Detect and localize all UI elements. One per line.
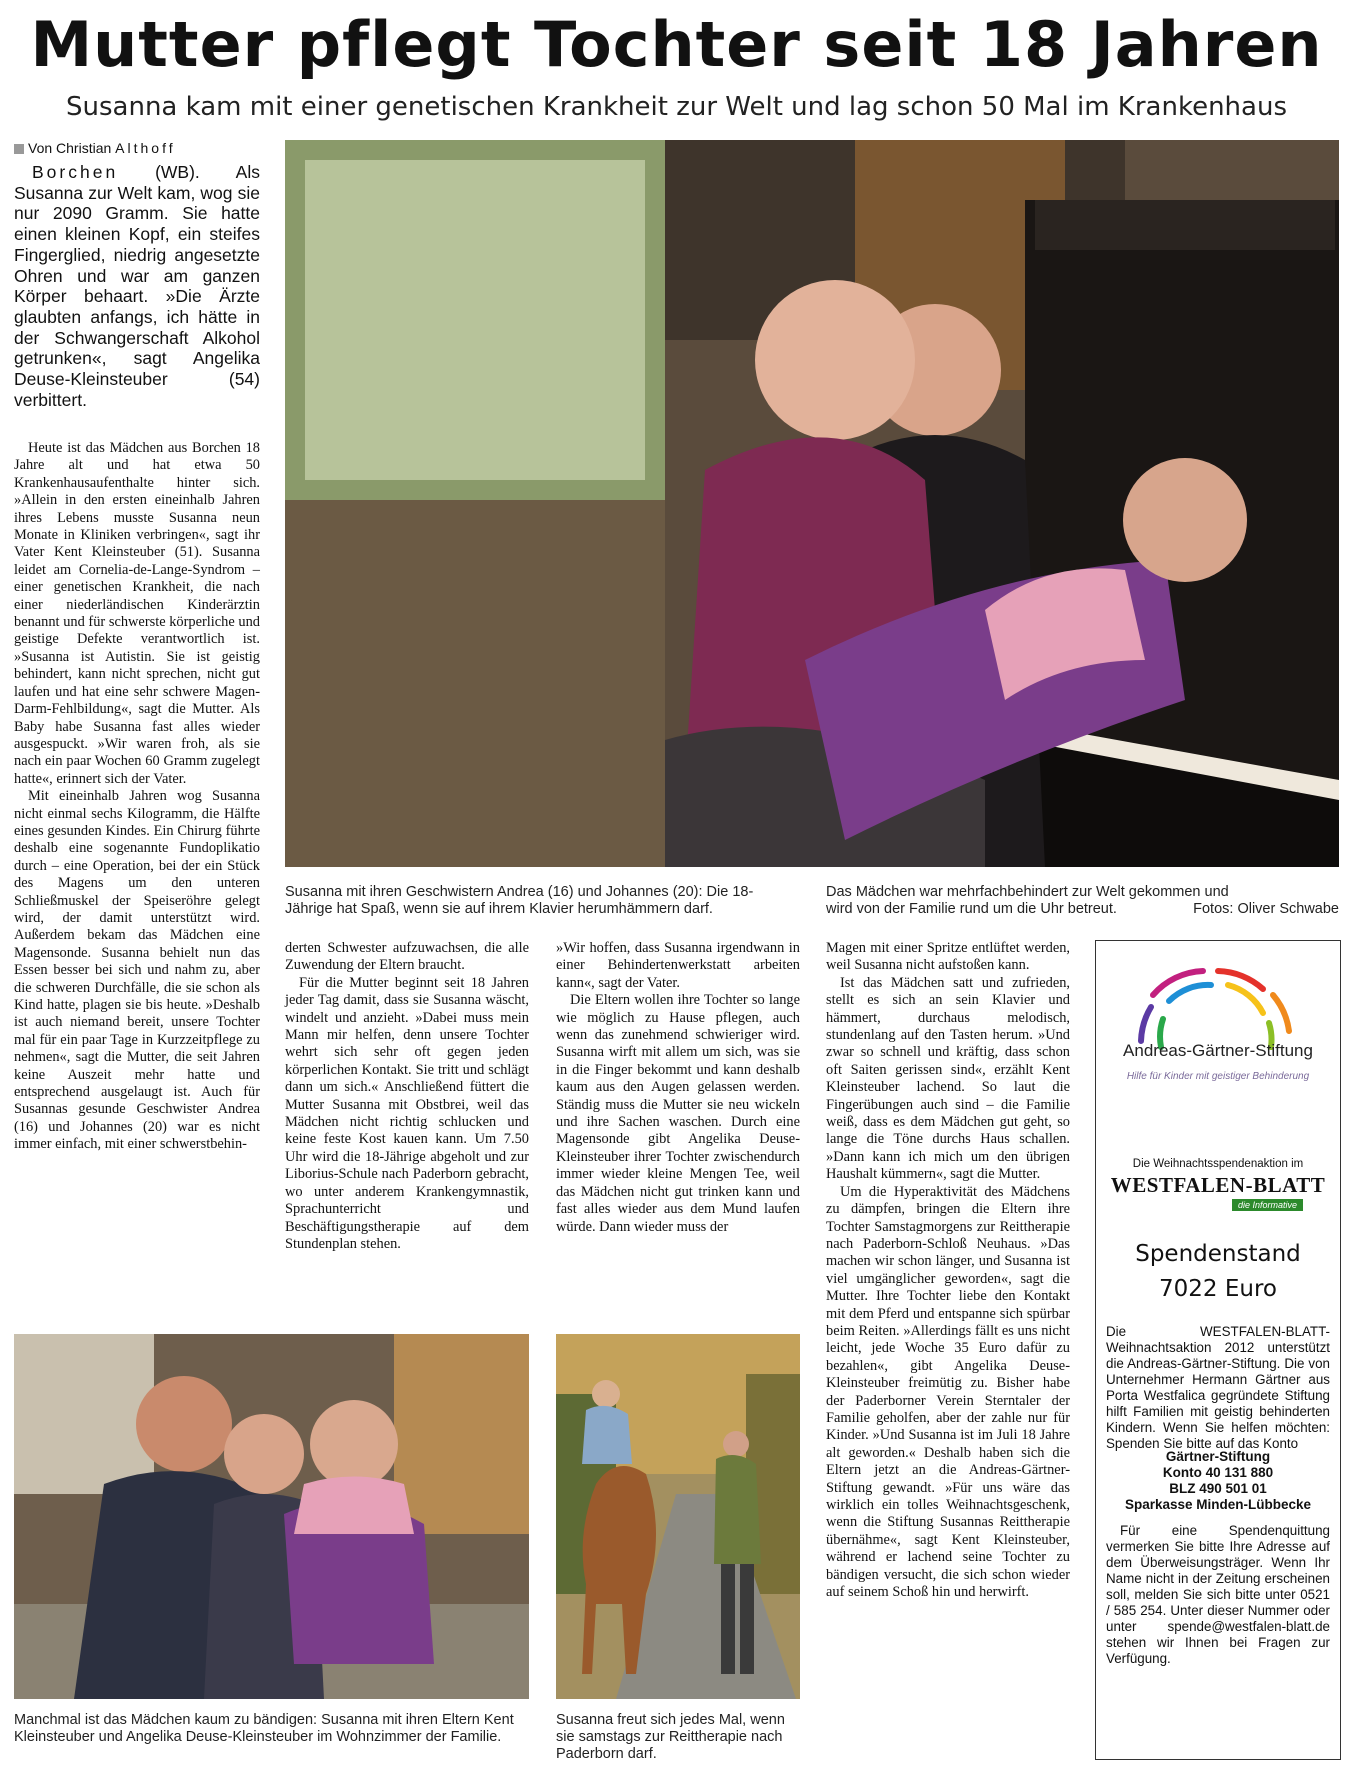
headline: Mutter pflegt Tochter seit 18 Jahren <box>30 8 1323 81</box>
donation-status-label: Spendenstand <box>1135 1241 1301 1267</box>
newspaper-tag: die Informative <box>1232 1199 1303 1211</box>
col2-paragraph-2: Für die Mutter beginnt seit 18 Jahren jeder Tag damit, dass sie Susanna wäscht, windelt und anzieht. »Dabei muss mein Mann mir helfen, denn unsere Tochter wehrt sich sehr oft gegen jeden körperlichen Kontakt. Sie tritt und schlägt dann um sich.« Anschließend füttert die Mutter Susanna mit Obstbrei, weil das Mädchen nicht richtig schlucken und keine feste Kost kauen kann. Um 7.50 Uhr wird die 18-Jährige abgeholt und zur Liborius-Schule nach Paderborn gebracht, wo unter anderem Krankengymnastik, Sprachunterricht und Beschäftigungstherapie auf dem Stundenplan stehen. <box>285 974 529 1252</box>
bank-name: Sparkasse Minden-Lübbecke <box>1124 1497 1312 1512</box>
donation-info-text: Die WESTFALEN-BLATT-Weihnachtsaktion 2012 unterstützt die Andreas-Gärtner-Stiftung. Die von Unternehmer Hermann Gärtner aus Porta Westfalica gegründete Stiftung hilft Familien mit geistig behinderten Kindern. Wenn Sie helfen möchten: Spenden Sie bitte auf das Konto <box>1106 1324 1330 1451</box>
byline-author: Althoff <box>115 140 176 156</box>
donation-status-value: 7022 Euro <box>1159 1276 1277 1302</box>
main-photo <box>285 140 1339 867</box>
main-photo-image <box>285 140 1339 867</box>
photo-credit: Fotos: Oliver Schwabe <box>1193 901 1339 917</box>
main-photo-caption-right: Das Mädchen war mehrfachbehindert zur Welt gekommen und wird von der Familie rund um die Uhr betreut. <box>826 884 1229 917</box>
campaign-line: Die Weihnachtsspendenaktion im <box>1132 1158 1304 1170</box>
dateline: Borchen <box>32 162 119 182</box>
horse-photo-image <box>556 1334 800 1699</box>
lead-paragraph <box>14 162 260 410</box>
account-holder: Gärtner-Stiftung <box>1165 1449 1271 1464</box>
article-column-4 <box>826 940 1070 1601</box>
byline <box>14 140 176 156</box>
family-photo <box>14 1334 529 1699</box>
bank-account <box>1096 1449 1340 1513</box>
main-photo-caption: Susanna mit ihren Geschwistern Andrea (16) und Johannes (20): Die 18-Jährige hat Spaß, wenn sie auf ihrem Klavier herumhämmern darf. <box>285 884 754 917</box>
subheadline: Susanna kam mit einer genetischen Krankheit zur Welt und lag schon 50 Mal im Krankenhaus <box>66 92 1287 122</box>
byline-marker <box>14 144 24 154</box>
family-photo-caption: Manchmal ist das Mädchen kaum zu bändigen: Susanna mit ihren Eltern Kent Kleinsteuber und Angelika Deuse-Kleinsteuber im Wohnzimmer der Familie. <box>14 1712 514 1745</box>
horse-photo-caption: Susanna freut sich jedes Mal, wenn sie samstags zur Reittherapie nach Paderborn darf. <box>556 1712 785 1762</box>
article-column-2 <box>285 940 529 1253</box>
col3-paragraph-1: »Wir hoffen, dass Susanna irgendwann in einer Behindertenwerkstatt arbeiten kann«, sagt der Vater. <box>556 940 800 991</box>
col2-paragraph-1: derten Schwester aufzuwachsen, die alle Zuwendung der Eltern braucht. <box>285 940 529 974</box>
byline-prefix: Von Christian <box>28 140 112 156</box>
col4-paragraph-1: Magen mit einer Spritze entlüftet werden, weil Susanna nicht aufstoßen kann. <box>826 940 1070 974</box>
bank-code: BLZ 490 501 01 <box>1169 1481 1267 1496</box>
donation-box <box>1095 940 1341 1760</box>
article-column-3 <box>556 940 800 1236</box>
lead-text: (WB). Als Susanna zur Welt kam, wog sie nur 2090 Gramm. Sie hatte einen kleinen Kopf, ein steifes Fingerglied, niedrig angesetzte Ohren und war am ganzen Körper behaart. »Die Ärzte glaubten anfangs, ich hätte in der Schwangerschaft Alkohol getrunken«, sagt Angelika Deuse-Kleinsteuber (54) verbittert. <box>14 162 260 410</box>
foundation-logo-name: Andreas-Gärtner-Stiftung <box>1123 1041 1313 1060</box>
col4-paragraph-2: Ist das Mädchen satt und zufrieden, stellt es sich an sein Klavier und hämmert, durchaus melodisch, stundenlang auf den Tasten herum. »Und zwar so schnell und kräftig, dass schon oft Saiten gerissen sind«, erzählt Kent Kleinsteuber lachend. So laut die Fingerübungen auch sind – die Familie weiß, dass es dem Mädchen gut geht, so lange die Töne durchs Haus schallen. »Dann kann ich mich um den übrigen Haushalt kümmern«, sagt die Mutter. <box>826 974 1070 1183</box>
account-number: Konto 40 131 880 <box>1162 1465 1274 1480</box>
newspaper-name: WESTFALEN-BLATT <box>1110 1173 1326 1197</box>
col1-paragraph-2: Mit eineinhalb Jahren wog Susanna nicht einmal sechs Kilogramm, die Hälfte eines gesunden Kindes. Ein Chirurg führte deshalb eine sogenannte Fundoplikatio durch – eine Operation, bei der ein Stück des Magens um den unteren Schließmuskel der Speiseröhre gelegt wird, der damit unterstützt wird. Außerdem bekam das Mädchen eine Magensonde. Susanna behielt nun das Essen besser bei sich und nahm zu, aber die schweren Durchfälle, die sie schon als Kind hatte, plagen sie bis heute. »Deshalb ist auch niemand bereit, unsere Tochter mal für ein paar Tage in Kurzzeitpflege zu nehmen«, sagt die Mutter, die seit Jahren keine Auszeit mehr hatte und entsprechend ausgelaugt ist. Auch für Susannas gesunde Geschwister Andrea (16) und Johannes (20) war es nicht immer einfach, mit einer schwerstbehin- <box>14 788 260 1153</box>
col4-paragraph-3: Um die Hyperaktivität des Mädchens zu dämpfen, bringen die Eltern ihre Tochter Samstagmorgens zur Reittherapie nach Paderborn-Schloß Neuhaus. »Das machen wir schon länger, und Susanna ist viel umgänglicher geworden«, sagt die Mutter. Ihre Tochter liebe den Kontakt mit dem Pferd und entspanne sich spürbar beim Reiten. »Allerdings fällt es uns nicht leicht, jede Woche 35 Euro dafür zu bezahlen«, gibt Angelika Deuse-Kleinsteuber freimütig zu. Bisher habe der Paderborner Verein Sterntaler der Familie geholfen, aber der zahle nur für Kinder. »Und Susanna ist im Juli 18 Jahre alt geworden.« Deshalb haben sich die Eltern jetzt an die Andreas-Gärtner-Stiftung gewandt. »Für uns wäre das wirklich ein tolles Weihnachtsgeschenk, wenn die Stiftung Susannas Reittherapie übernähme«, sagt Kent Kleinsteuber, während er lachend seine Tochter zu bändigen versucht, die sich schon wieder auf seinem Schoß hin und herwirft. <box>826 1183 1070 1601</box>
family-photo-image <box>14 1334 529 1699</box>
foundation-logo-tagline: Hilfe für Kinder mit geistiger Behinderung <box>1126 1071 1310 1082</box>
col1-paragraph-1: Heute ist das Mädchen aus Borchen 18 Jahre alt und hat etwa 50 Krankenhausaufenthalte hinter sich. »Allein in den ersten eineinhalb Jahren ihres Lebens musste Susanna neun Monate in Kliniken verbringen«, sagt ihr Vater Kent Kleinsteuber (51). Susanna leidet am Cornelia-de-Lange-Syndrom – einer genetischen Krankheit, die nach einer niederländischen Kinderärztin benannt und für schwerste körperliche und geistige Defekte verantwortlich ist. »Susanna ist Autistin. Sie ist geistig behindert, kann nicht sprechen, nicht gut laufen und hat eine sehr schwere Magen-Darm-Fehlbildung«, sagt die Mutter. Als Baby habe Susanna fast alles wieder ausgespuckt. »Wir waren froh, als sie nach ein paar Wochen 60 Gramm zugelegt hatte«, erinnert sich der Vater. <box>14 440 260 787</box>
horse-photo <box>556 1334 800 1699</box>
receipt-info-text: Für eine Spendenquittung vermerken Sie bitte Ihre Adresse auf dem Überweisungsträger. Wenn Ihr Name nicht in der Zeitung erscheinen soll, melden Sie sich bitte unter 0521 / 585 254. Unter dieser Nummer oder unter spende@westfalen-blatt.de stehen wir Ihnen bei Fragen zur Verfügung. <box>1106 1523 1330 1666</box>
article-column-1 <box>14 440 260 1154</box>
col3-paragraph-2: Die Eltern wollen ihre Tochter so lange wie möglich zu Hause pflegen, auch wenn das zunehmend schwieriger wird. Susanna wirft mit allem um sich, was sie in die Finger bekommt und kann deshalb kaum aus den Augen gelassen werden. Ständig muss die Mutter sie neu wickeln und ihre Sachen waschen. Durch eine Magensonde gibt Angelika Deuse-Kleinsteuber ihrer Tochter zwischendurch immer wieder kleine Mengen Tee, weil das Mädchen nicht gut trinken kann und fast alles wieder aus dem Mund laufen würde. Dann wieder muss der <box>556 992 800 1235</box>
